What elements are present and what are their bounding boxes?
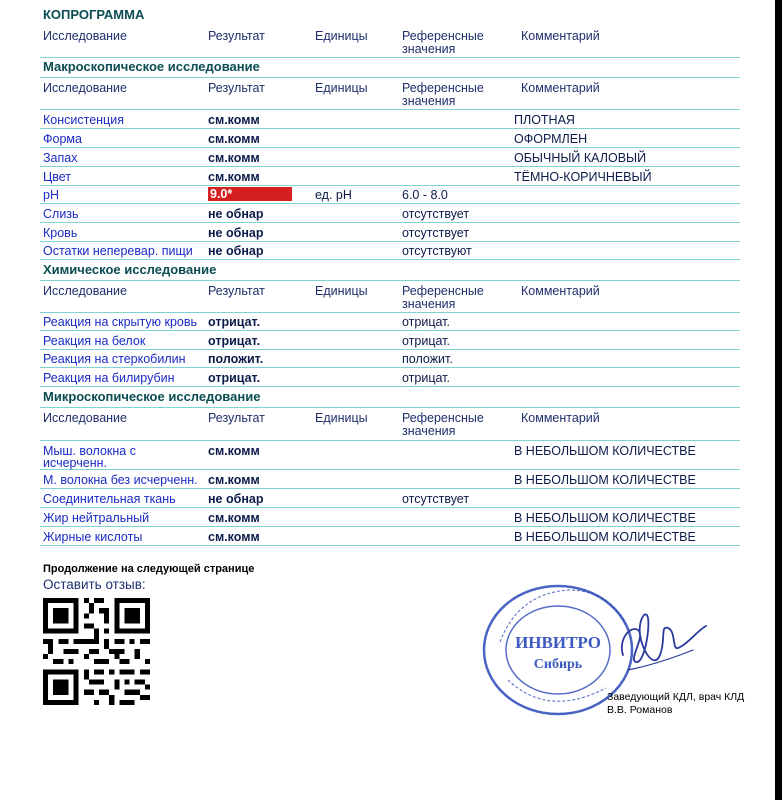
table-row bbox=[40, 489, 740, 508]
row-comment: ОФОРМЛЕН bbox=[514, 132, 588, 146]
row-ref: отсутствует bbox=[402, 207, 470, 221]
qr-code-icon[interactable] bbox=[43, 598, 150, 705]
section-title: Химическое исследование bbox=[43, 262, 217, 277]
row-ref: отсутствуют bbox=[402, 244, 472, 258]
header-units: Единицы bbox=[315, 81, 368, 95]
row-result: отрицат. bbox=[208, 334, 261, 348]
row-name: pH bbox=[43, 188, 59, 202]
table-row bbox=[40, 110, 740, 129]
header-units: Единицы bbox=[315, 29, 368, 43]
table-row bbox=[40, 204, 740, 223]
signer-name: В.В. Романов bbox=[607, 704, 673, 716]
row-name: Слизь bbox=[43, 207, 79, 221]
row-name: Форма bbox=[43, 132, 82, 146]
header-units: Единицы bbox=[315, 411, 368, 425]
row-result: см.комм bbox=[208, 132, 260, 146]
row-comment: В НЕБОЛЬШОМ КОЛИЧЕСТВЕ bbox=[514, 511, 696, 525]
row-result: см.комм bbox=[208, 170, 260, 184]
row-name: Остатки неперевар. пищи bbox=[43, 244, 193, 258]
header-name: Исследование bbox=[43, 411, 127, 425]
table-row bbox=[40, 148, 740, 167]
row-ref: отрицат. bbox=[402, 371, 450, 385]
row-result: не обнар bbox=[208, 244, 264, 258]
table-row bbox=[40, 508, 740, 527]
table-row bbox=[40, 223, 740, 242]
section-title: Макроскопическое исследование bbox=[43, 59, 260, 74]
feedback-label: Оставить отзыв: bbox=[43, 577, 146, 592]
row-comment: ТЁМНО-КОРИЧНЕВЫЙ bbox=[514, 170, 652, 184]
table-row bbox=[40, 129, 740, 148]
header-ref-line1: Референсные bbox=[402, 284, 484, 298]
row-name: Запах bbox=[43, 151, 78, 165]
svg-text:Сибирь: Сибирь bbox=[533, 657, 583, 672]
section-title-row bbox=[40, 260, 740, 281]
page-edge-bar bbox=[775, 0, 782, 800]
row-result: отрицат. bbox=[208, 315, 261, 329]
row-name: Реакция на стеркобилин bbox=[43, 352, 186, 366]
header-result: Результат bbox=[208, 284, 265, 298]
row-result: не обнар bbox=[208, 226, 264, 240]
row-name: Реакция на белок bbox=[43, 334, 146, 348]
header-comment: Комментарий bbox=[521, 284, 600, 298]
row-result: см.комм bbox=[208, 444, 260, 458]
header-ref-line1: Референсные bbox=[402, 411, 484, 425]
abnormal-result-flag: 9.0* bbox=[208, 187, 292, 201]
table-row bbox=[40, 470, 740, 489]
header-name: Исследование bbox=[43, 29, 127, 43]
section-title-row bbox=[40, 57, 740, 78]
section-title: Микроскопическое исследование bbox=[43, 389, 261, 404]
row-name: Жир нейтральный bbox=[43, 511, 150, 525]
row-ref: отрицат. bbox=[402, 315, 450, 329]
header-result: Результат bbox=[208, 29, 265, 43]
row-result: отрицат. bbox=[208, 371, 261, 385]
row-name: Реакция на билирубин bbox=[43, 371, 175, 385]
row-comment: ОБЫЧНЫЙ КАЛОВЫЙ bbox=[514, 151, 647, 165]
signature-icon bbox=[598, 600, 708, 690]
table-row bbox=[40, 527, 740, 546]
header-ref-line2: значения bbox=[402, 424, 456, 438]
header-ref-line2: значения bbox=[402, 42, 456, 56]
row-units: ед. pH bbox=[315, 188, 352, 202]
row-comment: В НЕБОЛЬШОМ КОЛИЧЕСТВЕ bbox=[514, 530, 696, 544]
row-ref: положит. bbox=[402, 352, 453, 366]
table-row bbox=[40, 241, 740, 260]
row-ref: отсутствует bbox=[402, 492, 470, 506]
row-ref: отсутствует bbox=[402, 226, 470, 240]
row-result: положит. bbox=[208, 352, 264, 366]
row-name-line1: Мыш. волокна с bbox=[43, 444, 136, 458]
row-name: Кровь bbox=[43, 226, 78, 240]
row-result: не обнар bbox=[208, 207, 264, 221]
table-row bbox=[40, 368, 740, 387]
row-name: Жирные кислоты bbox=[43, 530, 143, 544]
row-result: см.комм bbox=[208, 530, 260, 544]
header-result: Результат bbox=[208, 81, 265, 95]
table-row-flagged bbox=[40, 185, 740, 204]
table-row bbox=[40, 441, 740, 470]
header-comment: Комментарий bbox=[521, 29, 600, 43]
row-result: см.комм bbox=[208, 511, 260, 525]
row-ref: 6.0 - 8.0 bbox=[402, 188, 448, 202]
section-title-row bbox=[40, 387, 740, 408]
signer-title: Заведующий КДЛ, врач КЛД bbox=[607, 691, 745, 703]
row-name: Цвет bbox=[43, 170, 72, 184]
header-units: Единицы bbox=[315, 284, 368, 298]
row-result: см.комм bbox=[208, 151, 260, 165]
row-name: Консистенция bbox=[43, 113, 124, 127]
row-comment: ПЛОТНАЯ bbox=[514, 113, 575, 127]
header-result: Результат bbox=[208, 411, 265, 425]
continued-note: Продолжение на следующей странице bbox=[43, 563, 255, 575]
document-title: КОПРОГРАММА bbox=[43, 7, 145, 22]
row-comment: В НЕБОЛЬШОМ КОЛИЧЕСТВЕ bbox=[514, 473, 696, 487]
header-comment: Комментарий bbox=[521, 81, 600, 95]
table-header bbox=[40, 281, 740, 313]
row-name: Реакция на скрытую кровь bbox=[43, 315, 198, 329]
row-name: Соединительная ткань bbox=[43, 492, 176, 506]
row-result: см.комм bbox=[208, 473, 260, 487]
row-name-line2: исчерченн. bbox=[43, 456, 107, 470]
row-name: М. волокна без исчерченн. bbox=[43, 473, 198, 487]
table-header bbox=[40, 78, 740, 110]
table-row bbox=[40, 349, 740, 368]
svg-text:ИНВИТРО: ИНВИТРО bbox=[515, 633, 601, 652]
header-ref-line2: значения bbox=[402, 94, 456, 108]
row-comment: В НЕБОЛЬШОМ КОЛИЧЕСТВЕ bbox=[514, 444, 696, 458]
table-row bbox=[40, 312, 740, 331]
header-comment: Комментарий bbox=[521, 411, 600, 425]
header-name: Исследование bbox=[43, 284, 127, 298]
table-header bbox=[40, 408, 740, 441]
row-result: не обнар bbox=[208, 492, 264, 506]
header-ref-line1: Референсные bbox=[402, 81, 484, 95]
header-ref-line1: Референсные bbox=[402, 29, 484, 43]
row-result: см.комм bbox=[208, 113, 260, 127]
table-row bbox=[40, 331, 740, 350]
table-row bbox=[40, 167, 740, 186]
header-name: Исследование bbox=[43, 81, 127, 95]
row-ref: отрицат. bbox=[402, 334, 450, 348]
header-ref-line2: значения bbox=[402, 297, 456, 311]
table-header bbox=[40, 26, 740, 58]
